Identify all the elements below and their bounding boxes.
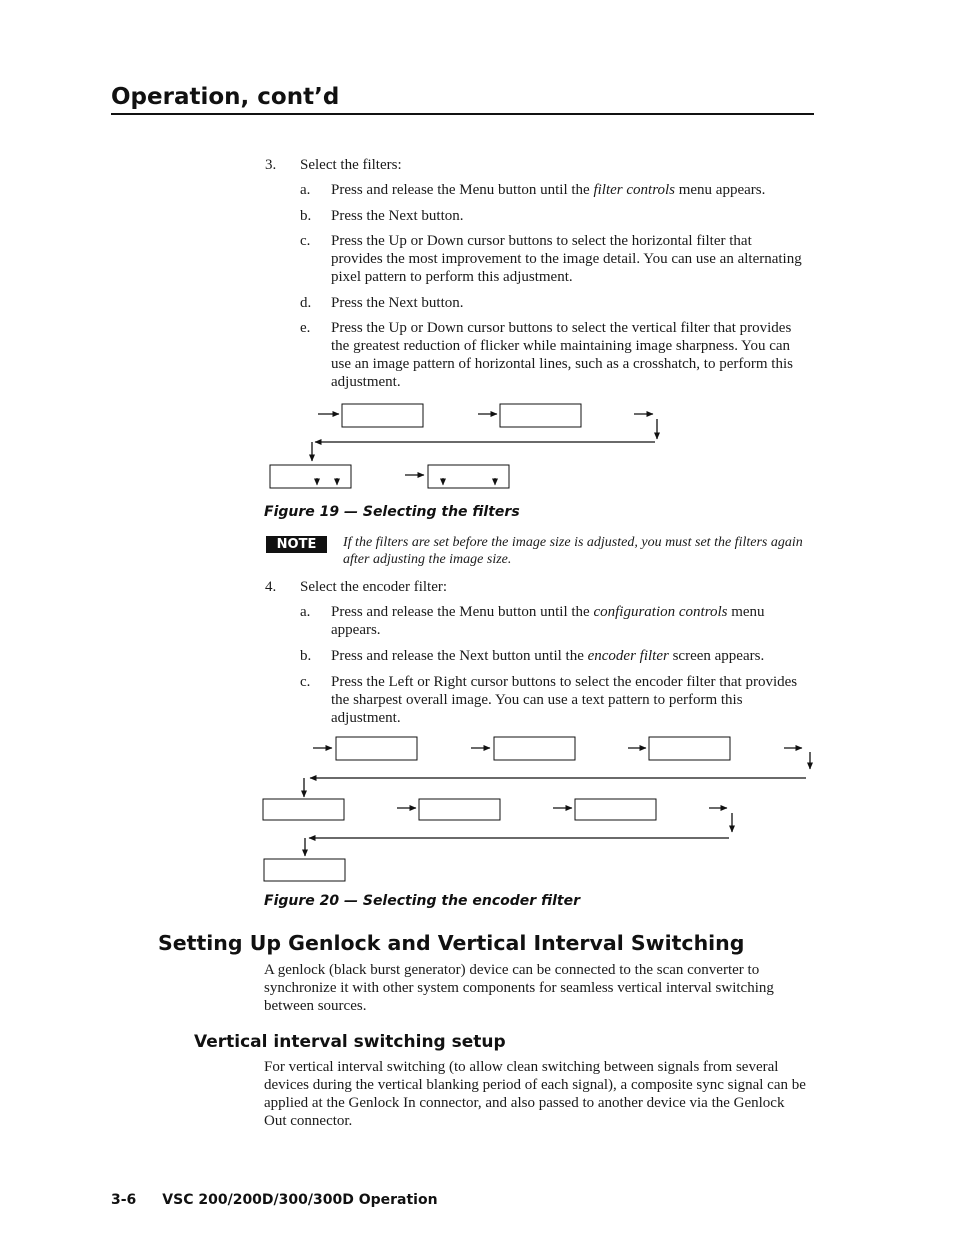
step-3e-text: Press the Up or Down cursor buttons to select the vertical filter that provides the greatest reduction of flicker while maintaining image sharpness. You can use an image pattern of horizontal lines, such as a crosshatch, to perform this adjustment. xyxy=(331,320,793,390)
step-3d-text: Press the Next button. xyxy=(331,295,464,311)
step-4c-text: Press the Left or Right cursor buttons to select the encoder filter that provides the sharpest overall image. You can use a text pattern to perform this adjustment. xyxy=(331,674,798,726)
subsection-body: For vertical interval switching (to allow clean switching between signals from several devices during the vertical blanking period of each signal), a composite sync signal can be applied at the Genlock In connector, and also passed to another device via the Genlock Out connector. xyxy=(264,1059,806,1129)
subsection-heading: Vertical interval switching setup xyxy=(194,1032,506,1052)
menu-screen-box xyxy=(336,737,417,760)
step-4-text: Select the encoder filter: xyxy=(300,579,448,595)
menu-screen-box xyxy=(428,465,509,488)
menu-screen-box xyxy=(342,404,423,427)
step-3b-letter: b. xyxy=(300,208,312,224)
step-3e-letter: e. xyxy=(300,320,311,336)
step-4-number: 4. xyxy=(265,579,277,595)
page-footer xyxy=(111,1192,438,1208)
step-3-number: 3. xyxy=(265,157,277,173)
document-title: VSC 200/200D/300/300D Operation xyxy=(162,1192,438,1208)
step-4c-letter: c. xyxy=(300,674,311,690)
menu-screen-box xyxy=(419,799,500,820)
menu-screen-box xyxy=(494,737,575,760)
step-4a-text: Press and release the Menu button until the configuration controls menu appears. xyxy=(331,604,765,638)
note-badge: NOTE xyxy=(266,536,327,553)
section-body: A genlock (black burst generator) device can be connected to the scan converter to synchronize it with other system components for seamless vertical interval switching between sources. xyxy=(264,962,774,1014)
menu-screen-box xyxy=(263,799,344,820)
section-heading: Setting Up Genlock and Vertical Interval Switching xyxy=(158,931,745,955)
step-3-text: Select the filters: xyxy=(300,157,402,173)
figure-20-caption: Figure 20 — Selecting the encoder filter xyxy=(264,893,580,909)
step-4a-letter: a. xyxy=(300,604,311,620)
menu-screen-box xyxy=(575,799,656,820)
figure-19-caption: Figure 19 — Selecting the filters xyxy=(264,504,520,520)
step-3a-letter: a. xyxy=(300,182,311,198)
step-3c-letter: c. xyxy=(300,233,311,249)
page-title: Operation, cont’d xyxy=(111,84,340,110)
figure-20-diagram xyxy=(263,737,810,881)
menu-screen-box xyxy=(264,859,345,881)
note-text: If the filters are set before the image size is adjusted, you must set the filters again after adjusting the image size. xyxy=(343,535,803,567)
step-3d-letter: d. xyxy=(300,295,312,311)
step-3a-text: Press and release the Menu button until the filter controls menu appears. xyxy=(331,182,766,198)
step-4b-letter: b. xyxy=(300,648,312,664)
menu-screen-box xyxy=(500,404,581,427)
step-4b-text: Press and release the Next button until the encoder filter screen appears. xyxy=(331,648,765,664)
page-number: 3-6 xyxy=(111,1192,137,1208)
step-3b-text: Press the Next button. xyxy=(331,208,464,224)
menu-screen-box xyxy=(649,737,730,760)
step-3c-text: Press the Up or Down cursor buttons to select the horizontal filter that provides the most improvement to the image detail. You can use an alternating pixel pattern to perform this adjustment. xyxy=(331,233,802,285)
menu-screen-box xyxy=(270,465,351,488)
